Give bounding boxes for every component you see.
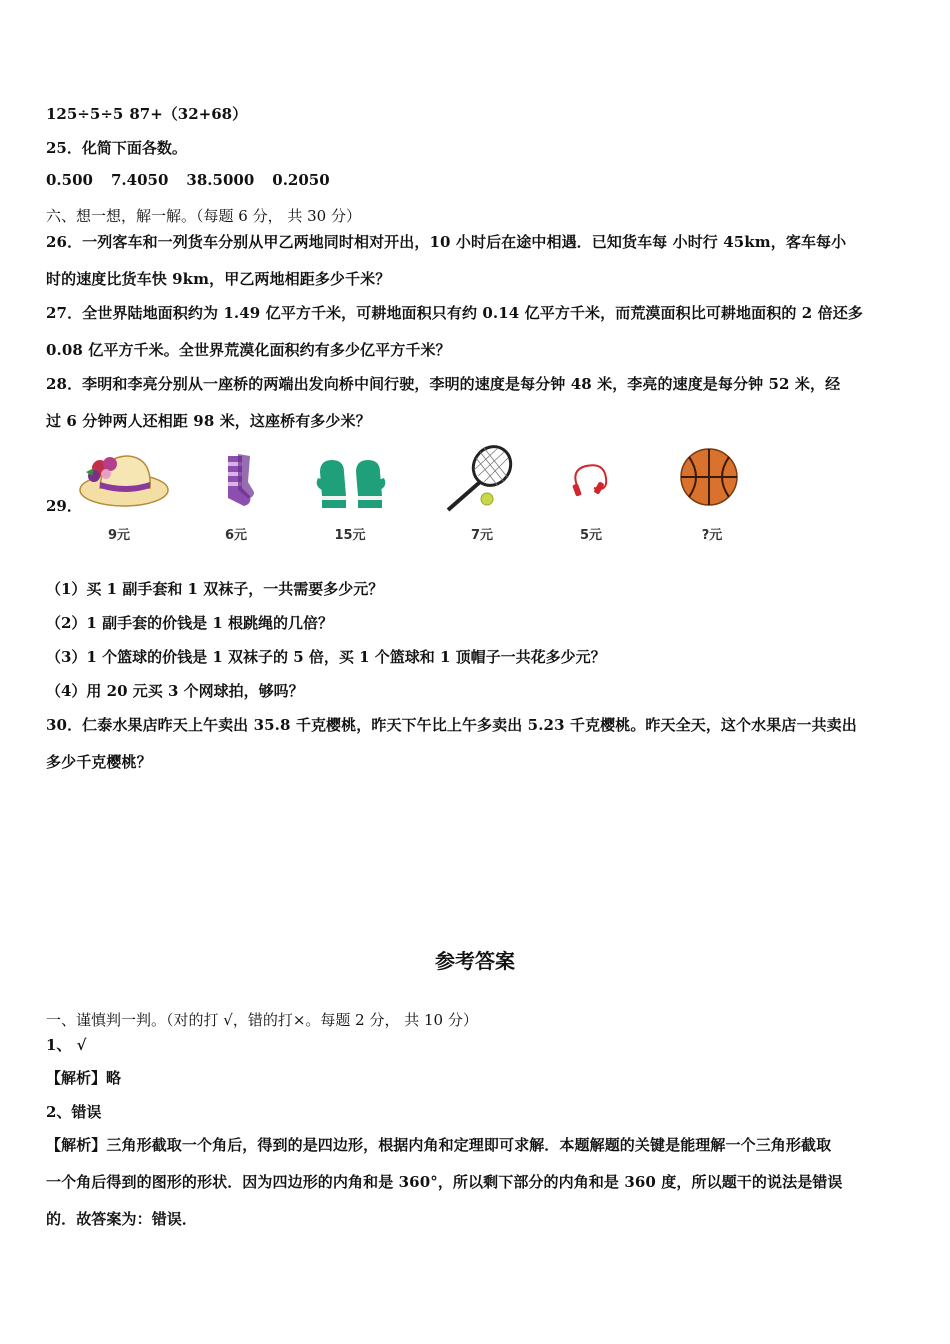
q29-sub-1: （1）买 1 副手套和 1 双袜子，一共需要多少元？ bbox=[46, 580, 384, 598]
socks-icon bbox=[216, 452, 256, 510]
gloves-icon bbox=[316, 456, 386, 510]
q30-line-2: 多少千克樱桃？ bbox=[46, 753, 152, 771]
q25-label: 25．化简下面各数。 bbox=[46, 139, 187, 157]
gloves-price: 15元 bbox=[334, 528, 366, 543]
answer-1: 1、 √ bbox=[46, 1036, 87, 1054]
answer-2-analysis-line: 的．故答案为：错误． bbox=[46, 1210, 198, 1228]
q25-numbers bbox=[46, 171, 330, 189]
jump-rope-price: 5元 bbox=[579, 528, 603, 543]
q29-number: 29． bbox=[46, 497, 82, 515]
basketball-icon bbox=[679, 447, 739, 507]
q27-line-1: 27．全世界陆地面积约为 1.49 亿平方千米，可耕地面积只有约 0.14 亿平方千米，而荒漠面积比可耕地面积的 2 倍还多 bbox=[46, 304, 863, 322]
q29-sub-4: （4）用 20 元买 3 个网球拍，够吗？ bbox=[46, 682, 304, 700]
answers-title: 参考答案 bbox=[435, 949, 515, 973]
hat-price: 9元 bbox=[107, 528, 131, 543]
q26-line-2: 时的速度比货车快 9km，甲乙两地相距多少千米？ bbox=[46, 270, 391, 288]
answer-2: 2、错误 bbox=[46, 1103, 102, 1121]
expression-line bbox=[46, 103, 247, 124]
answers-section-1-heading: 一、谨慎判一判。（对的打 √，错的打×。每题 2 分， 共 10 分） bbox=[46, 1011, 478, 1029]
q28-line-2: 过 6 分钟两人还相距 98 米，这座桥有多少米？ bbox=[46, 412, 371, 430]
q25-number: 7.4050 bbox=[110, 171, 169, 189]
q25-number: 0.500 bbox=[46, 171, 93, 189]
tennis-racket-icon bbox=[440, 444, 520, 514]
q30-line-1: 30．仁泰水果店昨天上午卖出 35.8 千克樱桃，昨天下午比上午多卖出 5.23 千克樱桃。昨天全天，这个水果店一共卖出 bbox=[46, 716, 857, 734]
answer-2-analysis-line: 【解析】三角形截取一个角后，得到的是四边形，根据内角和定理即可求解．本题解题的关键是能理解一个三角形截取 bbox=[46, 1136, 832, 1154]
q27-line-2: 0.08 亿平方千米。全世界荒漠化面积约有多少亿平方千米？ bbox=[46, 341, 451, 359]
jump-rope-icon bbox=[570, 458, 616, 498]
q26-line-1: 26．一列客车和一列货车分别从甲乙两地同时相对开出，10 小时后在途中相遇．已知货车每 小时行 45km，客车每小 bbox=[46, 233, 847, 251]
section-6-heading: 六、想一想，解一解。（每题 6 分， 共 30 分） bbox=[46, 207, 361, 225]
q29-sub-2: （2）1 副手套的价钱是 1 根跳绳的几倍？ bbox=[46, 614, 333, 632]
answer-2-analysis-line: 一个角后得到的图形的形状．因为四边形的内角和是 360°，所以剩下部分的内角和是 360 度，所以题干的说法是错误 bbox=[46, 1173, 843, 1191]
socks-price: 6元 bbox=[224, 528, 248, 543]
expression-2: 87+（32+68） bbox=[129, 105, 248, 123]
hat-icon bbox=[76, 446, 172, 516]
q25-number: 38.5000 bbox=[186, 171, 255, 189]
tennis-racket-price: 7元 bbox=[470, 528, 494, 543]
expression-1: 125÷5÷5 bbox=[46, 105, 124, 123]
answer-1-analysis: 【解析】略 bbox=[46, 1069, 122, 1087]
q28-line-1: 28．李明和李亮分别从一座桥的两端出发向桥中间行驶，李明的速度是每分钟 48 米，李亮的速度是每分钟 52 米，经 bbox=[46, 375, 841, 393]
q29-sub-3: （3）1 个篮球的价钱是 1 双袜子的 5 倍，买 1 个篮球和 1 顶帽子一共花多少元？ bbox=[46, 648, 606, 666]
basketball-price: ?元 bbox=[701, 528, 723, 543]
q25-number: 0.2050 bbox=[272, 171, 330, 189]
